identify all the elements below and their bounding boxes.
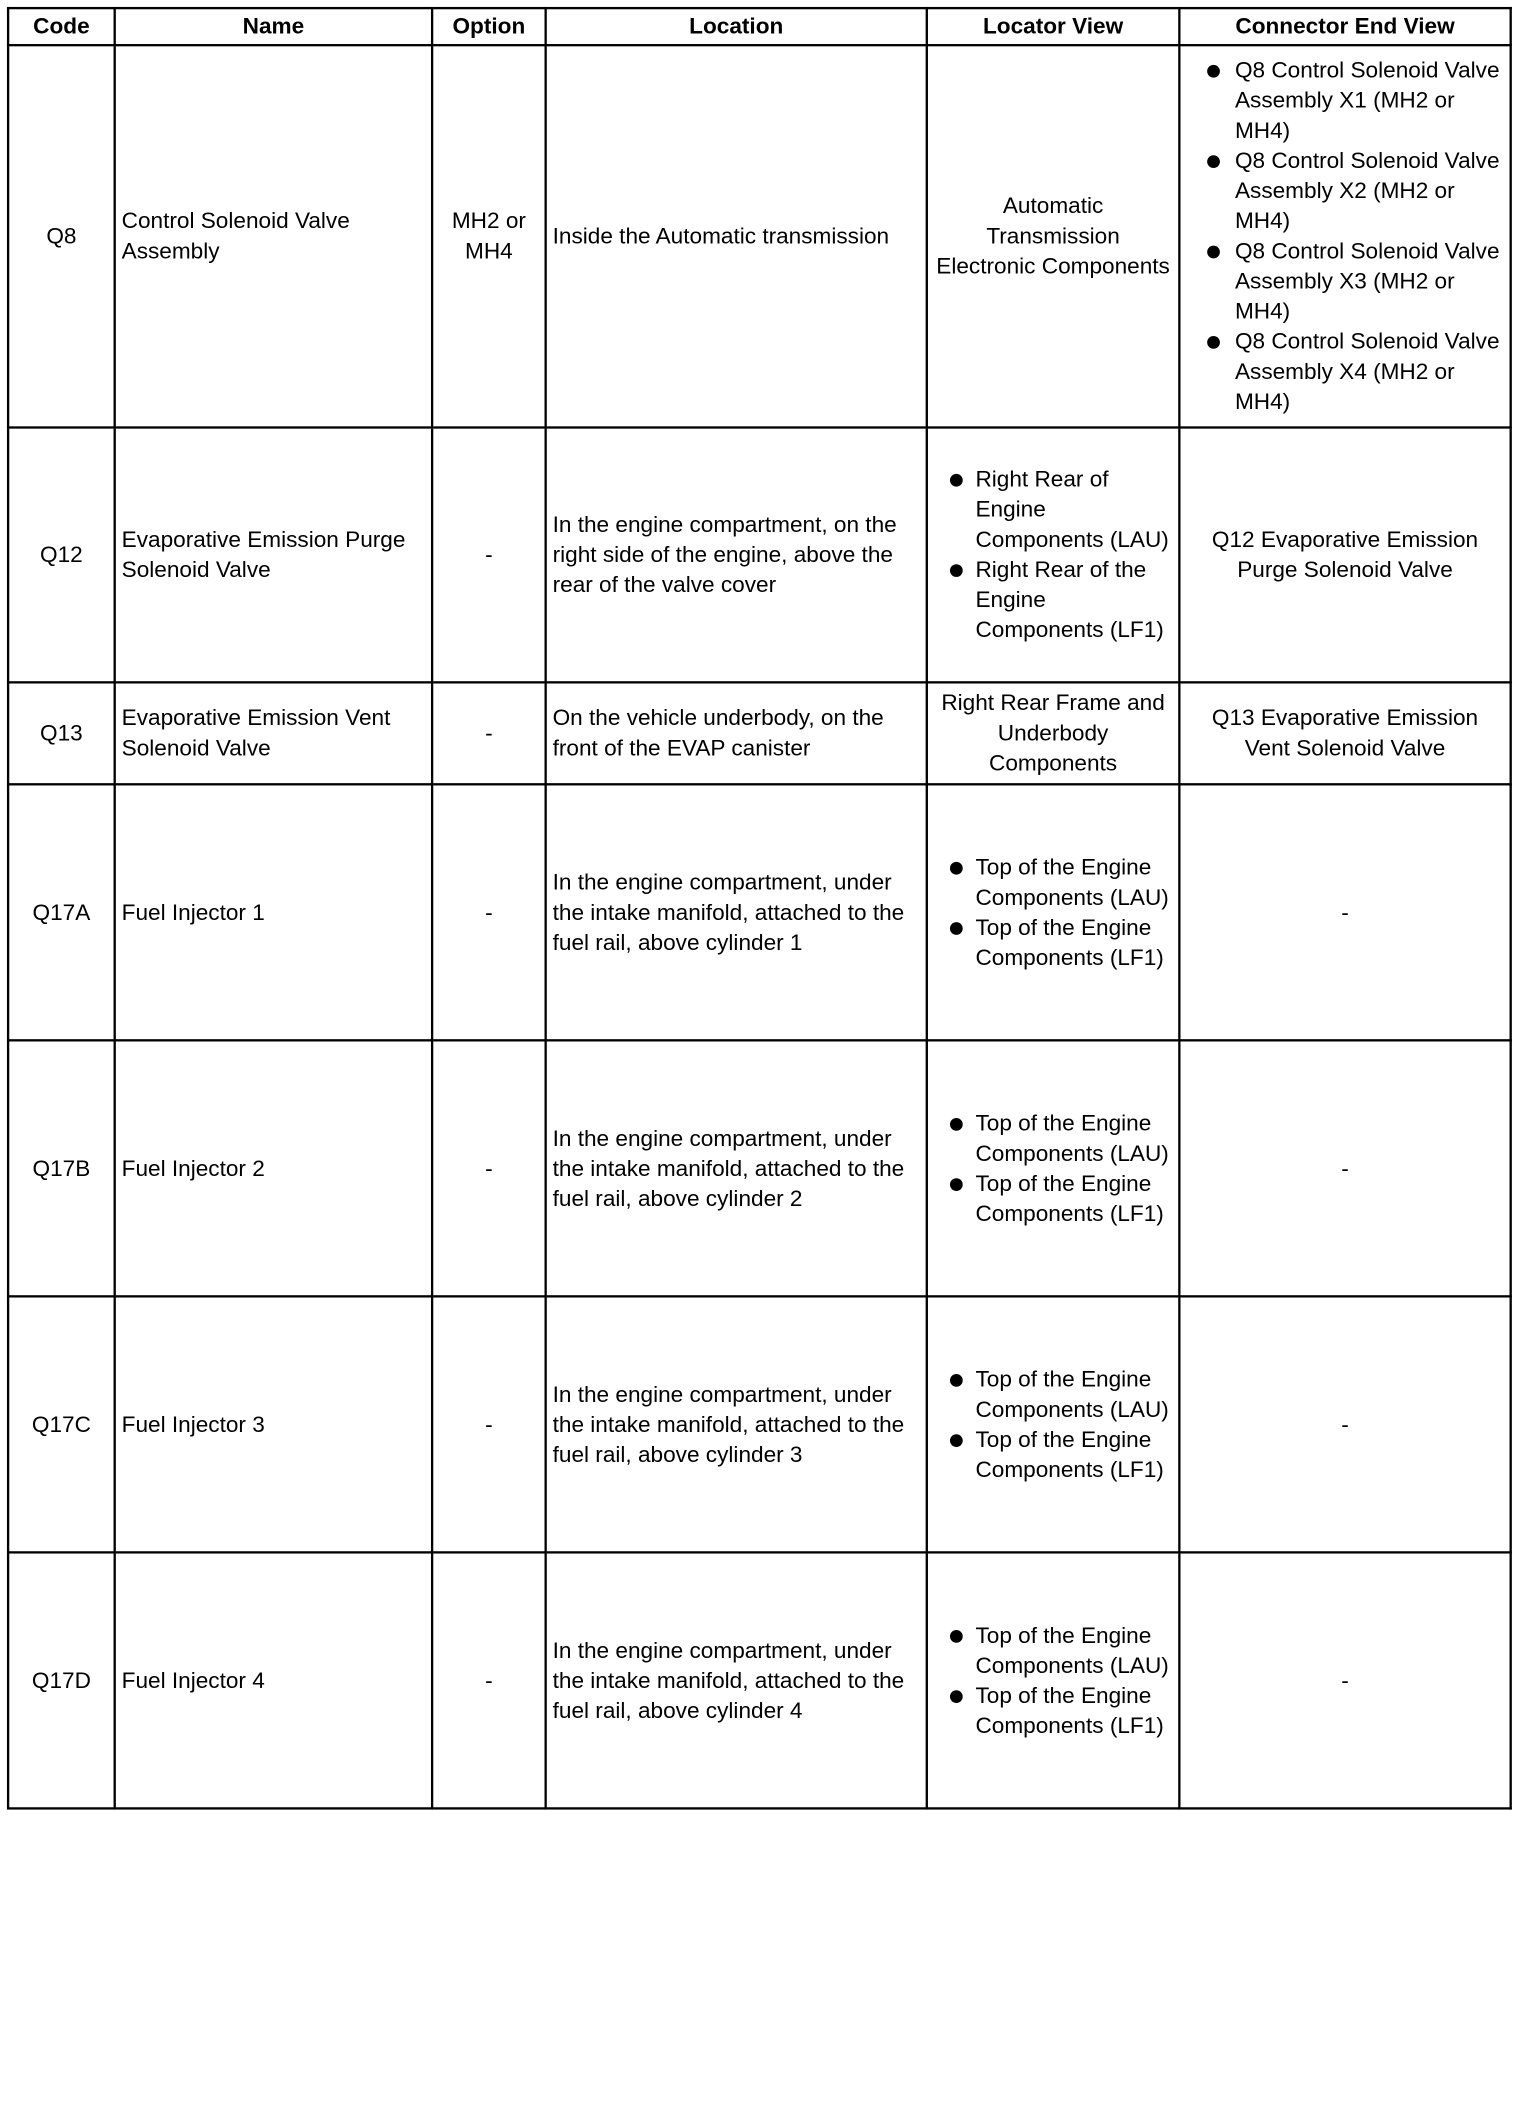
table-row — [8, 1296, 1511, 1552]
cell-locator-view: Automatic Transmission Electronic Components — [927, 45, 1180, 427]
list-item-text: Top of the Engine Components (LAU) — [975, 1110, 1169, 1167]
list-item — [934, 1364, 1173, 1424]
list-item-text: Top of the Engine Components (LAU) — [975, 1366, 1169, 1423]
locator-view-list — [934, 1108, 1173, 1228]
bullet-icon — [1207, 246, 1220, 259]
cell-name: Fuel Injector 3 — [115, 1296, 432, 1552]
cell-name: Evaporative Emission Vent Solenoid Valve — [115, 682, 432, 784]
header-location: Location — [546, 8, 927, 45]
cell-option: - — [432, 784, 546, 1040]
cell-connector-end-view: - — [1179, 1296, 1510, 1552]
bullet-icon — [1207, 155, 1220, 168]
cell-code: Q17B — [8, 1040, 115, 1296]
list-item-text: Q8 Control Solenoid Valve Assembly X1 (MH2 or MH4) — [1234, 57, 1500, 144]
list-item-text: Top of the Engine Components (LAU) — [975, 854, 1169, 911]
cell-connector-end-view: Q12 Evaporative Emission Purge Solenoid Valve — [1179, 427, 1510, 682]
bullet-icon — [1207, 336, 1220, 349]
cell-option: - — [432, 427, 546, 682]
bullet-icon — [950, 1117, 963, 1130]
list-item — [934, 852, 1173, 912]
cell-locator-view: Right Rear Frame and Underbody Components — [927, 682, 1180, 784]
cell-locator-view — [927, 427, 1180, 682]
cell-locator-view — [927, 784, 1180, 1040]
cell-code: Q13 — [8, 682, 115, 784]
cell-connector-end-view — [1179, 45, 1510, 427]
bullet-icon — [950, 564, 963, 577]
connector-end-view-list — [1186, 56, 1503, 417]
cell-name: Evaporative Emission Purge Solenoid Valve — [115, 427, 432, 682]
list-item-text: Right Rear of the Engine Components (LF1) — [975, 557, 1164, 643]
header-option: Option — [432, 8, 546, 45]
list-item-text: Top of the Engine Components (LF1) — [975, 1170, 1164, 1227]
locator-view-list — [934, 852, 1173, 972]
list-item-text: Right Rear of Engine Components (LAU) — [975, 466, 1169, 553]
component-locator-table — [7, 7, 1512, 1810]
list-item — [934, 1108, 1173, 1168]
cell-connector-end-view: - — [1179, 1040, 1510, 1296]
bullet-icon — [950, 474, 963, 487]
bullet-icon — [950, 1178, 963, 1191]
list-item-text: Q8 Control Solenoid Valve Assembly X4 (MH2 or MH4) — [1234, 329, 1500, 415]
cell-locator-view — [927, 1552, 1180, 1808]
table-row — [8, 1040, 1511, 1296]
table-row — [8, 45, 1511, 427]
list-item — [934, 1424, 1173, 1484]
cell-location: In the engine compartment, under the intake manifold, attached to the fuel rail, above cylinder 2 — [546, 1040, 927, 1296]
cell-connector-end-view: - — [1179, 1552, 1510, 1808]
list-item-text: Top of the Engine Components (LF1) — [975, 1426, 1164, 1483]
cell-option: - — [432, 1296, 546, 1552]
bullet-icon — [950, 1434, 963, 1447]
cell-connector-end-view: Q13 Evaporative Emission Vent Solenoid Valve — [1179, 682, 1510, 784]
bullet-icon — [950, 922, 963, 935]
bullet-icon — [950, 1373, 963, 1386]
cell-connector-end-view: - — [1179, 784, 1510, 1040]
cell-location: Inside the Automatic transmission — [546, 45, 927, 427]
list-item — [1186, 236, 1503, 326]
cell-option: MH2 or MH4 — [432, 45, 546, 427]
cell-code: Q12 — [8, 427, 115, 682]
table-row — [8, 682, 1511, 784]
cell-location: In the engine compartment, on the right side of the engine, above the rear of the valve cover — [546, 427, 927, 682]
list-item — [934, 555, 1173, 645]
cell-code: Q17C — [8, 1296, 115, 1552]
list-item — [934, 465, 1173, 555]
list-item-text: Top of the Engine Components (LAU) — [975, 1622, 1169, 1679]
list-item — [1186, 56, 1503, 146]
cell-code: Q17D — [8, 1552, 115, 1808]
locator-view-list — [934, 1620, 1173, 1740]
cell-code: Q8 — [8, 45, 115, 427]
bullet-icon — [950, 1629, 963, 1642]
cell-option: - — [432, 1040, 546, 1296]
bullet-icon — [1207, 65, 1220, 78]
locator-view-list — [934, 465, 1173, 646]
cell-location: In the engine compartment, under the intake manifold, attached to the fuel rail, above cylinder 4 — [546, 1552, 927, 1808]
bullet-icon — [950, 861, 963, 874]
cell-location: In the engine compartment, under the intake manifold, attached to the fuel rail, above cylinder 3 — [546, 1296, 927, 1552]
list-item — [934, 1168, 1173, 1228]
cell-locator-view — [927, 1040, 1180, 1296]
list-item-text: Q8 Control Solenoid Valve Assembly X2 (MH2 or MH4) — [1234, 148, 1500, 235]
header-connector-end-view: Connector End View — [1179, 8, 1510, 45]
list-item-text: Top of the Engine Components (LF1) — [975, 1682, 1164, 1739]
cell-option: - — [432, 682, 546, 784]
table-header-row — [8, 8, 1511, 45]
table-row — [8, 427, 1511, 682]
header-locator-view: Locator View — [927, 8, 1180, 45]
table-row — [8, 1552, 1511, 1808]
locator-view-list — [934, 1364, 1173, 1484]
bullet-icon — [950, 1690, 963, 1703]
list-item — [1186, 327, 1503, 417]
cell-name: Fuel Injector 4 — [115, 1552, 432, 1808]
list-item-text: Top of the Engine Components (LF1) — [975, 914, 1164, 971]
table-row — [8, 784, 1511, 1040]
cell-name: Control Solenoid Valve Assembly — [115, 45, 432, 427]
list-item — [934, 1620, 1173, 1680]
cell-name: Fuel Injector 2 — [115, 1040, 432, 1296]
cell-name: Fuel Injector 1 — [115, 784, 432, 1040]
cell-code: Q17A — [8, 784, 115, 1040]
cell-location: On the vehicle underbody, on the front of the EVAP canister — [546, 682, 927, 784]
header-code: Code — [8, 8, 115, 45]
list-item — [934, 1680, 1173, 1740]
cell-location: In the engine compartment, under the intake manifold, attached to the fuel rail, above cylinder 1 — [546, 784, 927, 1040]
list-item-text: Q8 Control Solenoid Valve Assembly X3 (MH2 or MH4) — [1234, 238, 1500, 325]
header-name: Name — [115, 8, 432, 45]
list-item — [934, 912, 1173, 972]
cell-locator-view — [927, 1296, 1180, 1552]
cell-option: - — [432, 1552, 546, 1808]
list-item — [1186, 146, 1503, 236]
